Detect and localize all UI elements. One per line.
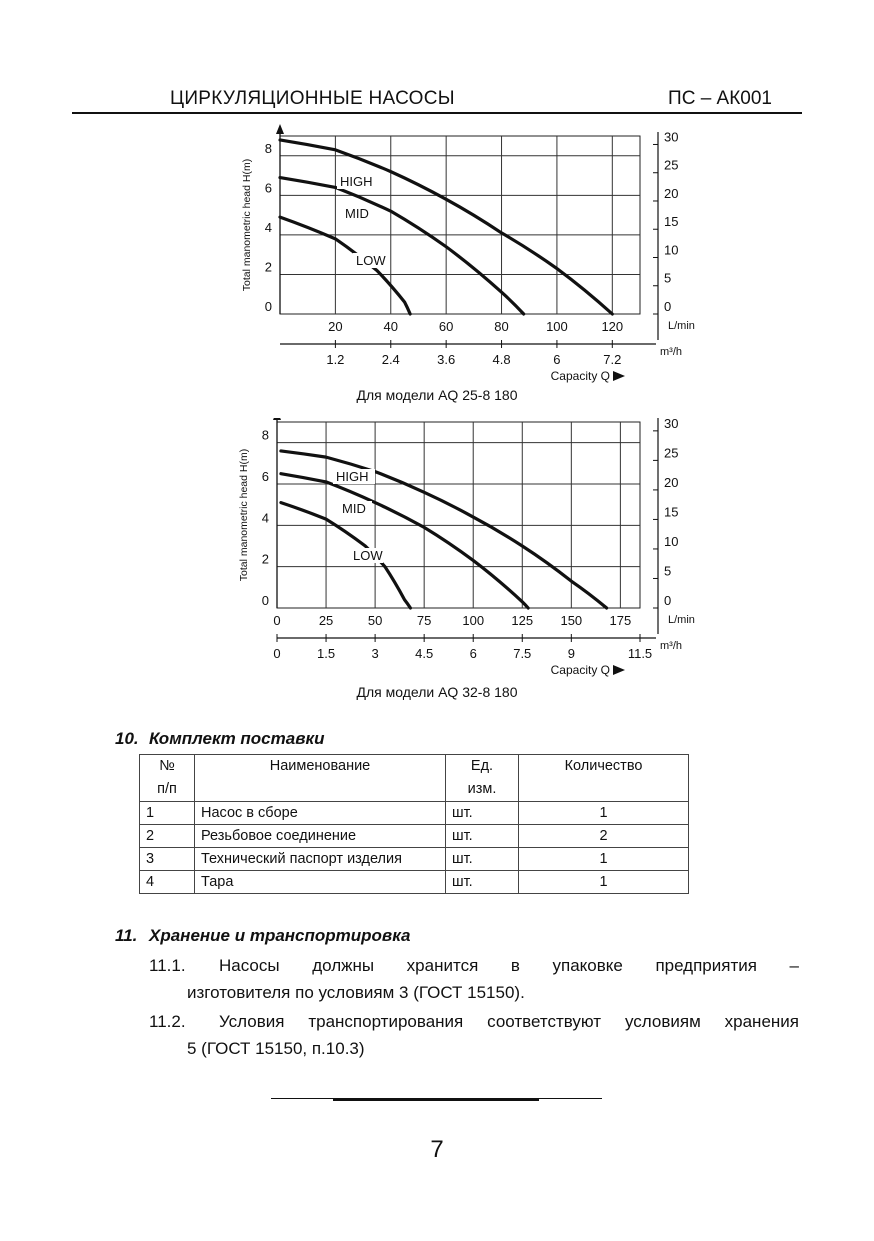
series-label-high: HIGH [336,469,369,484]
y-axis-arrow [273,418,281,420]
header-rule [72,112,802,114]
secondary-x-tick-label: 3.6 [437,352,456,367]
cell-unit: шт. [446,848,519,871]
paragraph-line [149,952,799,979]
right-tick-label: 0 [664,593,672,608]
y-tick-label: 4 [264,219,272,235]
section-title: Комплект поставки [149,729,325,748]
y-tick-label: 6 [261,469,269,484]
chart-caption-aq32: Для модели AQ 32-8 180 [356,684,518,700]
x-tick-label: 20 [328,319,343,334]
series-line-high [281,451,607,608]
cell-num: 4 [140,871,195,894]
plot-frame [280,136,640,314]
section-11-heading [115,926,410,946]
x-tick-label: 25 [318,613,334,628]
secondary-x-tick-label: 3 [371,646,379,661]
series-label-low: LOW [353,548,383,563]
pump-curve-chart-aq25 [200,124,720,384]
paragraph-11-2 [149,1008,799,1062]
col-header-name: Наименование [195,755,446,802]
right-tick-label: 10 [664,533,679,549]
paragraph-number: 11.2. [149,1012,186,1031]
series-label-low: LOW [356,253,386,268]
right-tick-label: 15 [664,214,679,230]
col-header-unit [446,755,519,802]
right-tick-label: 0 [664,299,672,314]
secondary-x-tick-label: 4.5 [415,646,434,661]
cell-name: Тара [195,871,446,894]
right-tick-label: 25 [664,445,679,461]
series-line-low [281,503,411,608]
paragraph-text: Условия транспортирования соответствуют условиям хранения [219,1012,799,1031]
section-number: 10. [115,729,139,748]
col-header-unit-line2: изм. [467,781,497,797]
chart-caption-aq25: Для модели AQ 25-8 180 [356,387,518,403]
series-label-mid: MID [345,206,369,221]
secondary-x-tick-label: 2.4 [381,352,400,367]
x-tick-label: 175 [609,613,632,628]
y-tick-label: 6 [264,180,272,196]
y-axis-title: Total manometric head H(m) [241,158,253,292]
cell-qty: 2 [519,825,689,848]
x-tick-label: 60 [438,319,454,334]
secondary-x-tick-label: 7.5 [513,646,532,661]
x-tick-label: 75 [416,613,432,628]
paragraph-continuation: изготовителя по условиям 3 (ГОСТ 15150). [187,983,525,1002]
secondary-x-tick-label: 9 [567,646,575,661]
table-row [140,848,689,871]
secondary-x-tick-label: 4.8 [492,352,511,367]
cell-num: 2 [140,825,195,848]
capacity-arrow-icon [613,371,625,381]
x-axis-title: Capacity Q [550,663,610,677]
page-header [72,84,802,114]
y-tick-label: 2 [264,259,272,275]
col-header-num-line2: п/п [157,781,177,797]
right-tick-label: 20 [664,185,679,201]
x-tick-label: 40 [383,319,399,334]
table-header-row [140,755,689,802]
paragraph-continuation: 5 (ГОСТ 15150, п.10.3) [187,1039,365,1058]
series-line-mid [280,178,524,314]
cell-unit: шт. [446,825,519,848]
right-tick-label: 5 [664,563,672,579]
secondary-x-tick-label: 6 [469,646,477,661]
y-tick-label: 0 [261,593,269,608]
x-tick-label: 120 [601,319,624,334]
right-tick-label: 15 [664,504,679,520]
cell-num: 3 [140,848,195,871]
col-header-unit-line1: Ед. [470,758,494,774]
secondary-x-tick-label: 6 [553,352,561,367]
series-label-high: HIGH [340,174,373,189]
x-tick-label: 100 [546,319,568,334]
capacity-arrow-icon [613,665,625,675]
secondary-x-tick-label: 7.2 [603,352,622,367]
cell-qty: 1 [519,871,689,894]
x-tick-label: 0 [273,613,281,628]
pump-curve-chart-aq32 [200,418,720,678]
section-title: Хранение и транспортировка [149,926,411,945]
y-tick-label: 4 [261,510,269,526]
secondary-x-tick-label: 1.2 [326,352,345,367]
col-header-num [140,755,195,802]
x-axis-title: Capacity Q [550,369,610,383]
y-axis-title: Total manometric head H(m) [238,448,250,582]
document-title: ЦИРКУЛЯЦИОННЫЕ НАСОСЫ [170,88,455,109]
secondary-x-tick-label: 0 [273,646,281,661]
x-tick-label: 50 [367,613,383,628]
paragraph-text: Насосы должны хранится в упаковке предприятия – [219,956,799,975]
paragraph-11-1 [149,952,799,1006]
y-tick-label: 2 [261,551,269,567]
right-tick-label: 5 [664,270,672,286]
cell-name: Резьбовое соединение [195,825,446,848]
cell-name: Технический паспорт изделия [195,848,446,871]
secondary-x-tick-label: 1.5 [317,646,336,661]
cell-qty: 1 [519,802,689,825]
x-unit-label: L/min [668,320,695,332]
series-line-mid [281,474,528,608]
x-tick-label: 150 [560,613,583,628]
plot-frame [277,422,640,608]
right-tick-label: 20 [664,474,679,490]
table-row [140,871,689,894]
section-number: 11. [115,926,138,945]
footer-rule-bold [333,1099,539,1101]
cell-qty: 1 [519,848,689,871]
secondary-x-tick-label: 11.5 [627,646,653,661]
table-row [140,802,689,825]
col-header-num-line1: № [159,758,175,774]
right-tick-label: 30 [664,418,679,431]
cell-unit: шт. [446,871,519,894]
x-tick-label: 80 [494,319,509,334]
series-label-mid: MID [342,501,366,516]
paragraph-line [149,1008,799,1035]
secondary-x-unit-label: m³/h [660,640,682,652]
secondary-x-unit-label: m³/h [660,346,682,358]
x-unit-label: L/min [668,614,695,626]
x-tick-label: 100 [462,613,485,628]
x-tick-label: 125 [511,613,534,628]
y-axis-arrow [276,124,284,134]
right-tick-label: 25 [664,157,679,173]
cell-name: Насос в сборе [195,802,446,825]
y-tick-label: 0 [264,299,272,314]
y-tick-label: 8 [264,140,272,156]
page-number: 7 [430,1136,444,1163]
chart-svg-aq25 [200,124,720,384]
col-header-qty: Количество [519,755,689,802]
right-tick-label: 10 [664,242,679,258]
delivery-set-table [139,754,689,894]
chart-svg-aq32 [200,418,720,678]
paragraph-number: 11.1. [149,956,186,975]
right-tick-label: 30 [664,129,679,145]
section-10-heading [115,729,324,749]
y-tick-label: 8 [261,427,269,443]
table-row [140,825,689,848]
cell-num: 1 [140,802,195,825]
document-code: ПС – АК001 [668,88,772,109]
cell-unit: шт. [446,802,519,825]
